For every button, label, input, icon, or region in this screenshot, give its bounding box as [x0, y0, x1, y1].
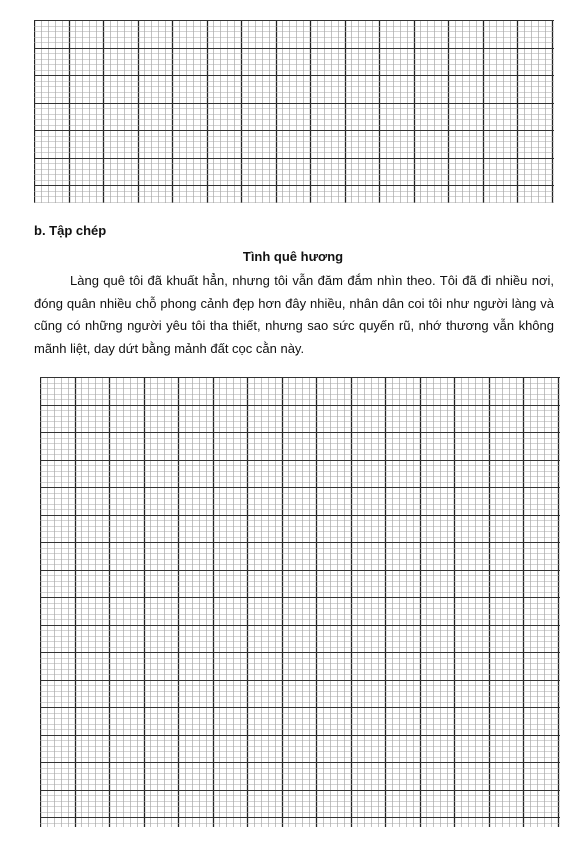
passage-title: Tình quê hương	[242, 249, 344, 264]
section-heading: b. Tập chép	[34, 223, 107, 238]
handwriting-grid-bottom	[40, 377, 560, 827]
passage-text: Làng quê tôi đã khuất hẳn, nhưng tôi vẫn đăm đắm nhìn theo. Tôi đã đi nhiều nơi, đóng quân nhiều chỗ phong cảnh đẹp hơn đây nhiều, nhân dân coi tôi như người làng và cũng có những người yêu tôi tha thiết, nhưng sao sức quyến rũ, nhớ thương vẫn không mãnh liệt, day dứt bằng mảnh đất cọc cằn này.	[34, 273, 554, 356]
handwriting-grid-top	[34, 20, 554, 203]
